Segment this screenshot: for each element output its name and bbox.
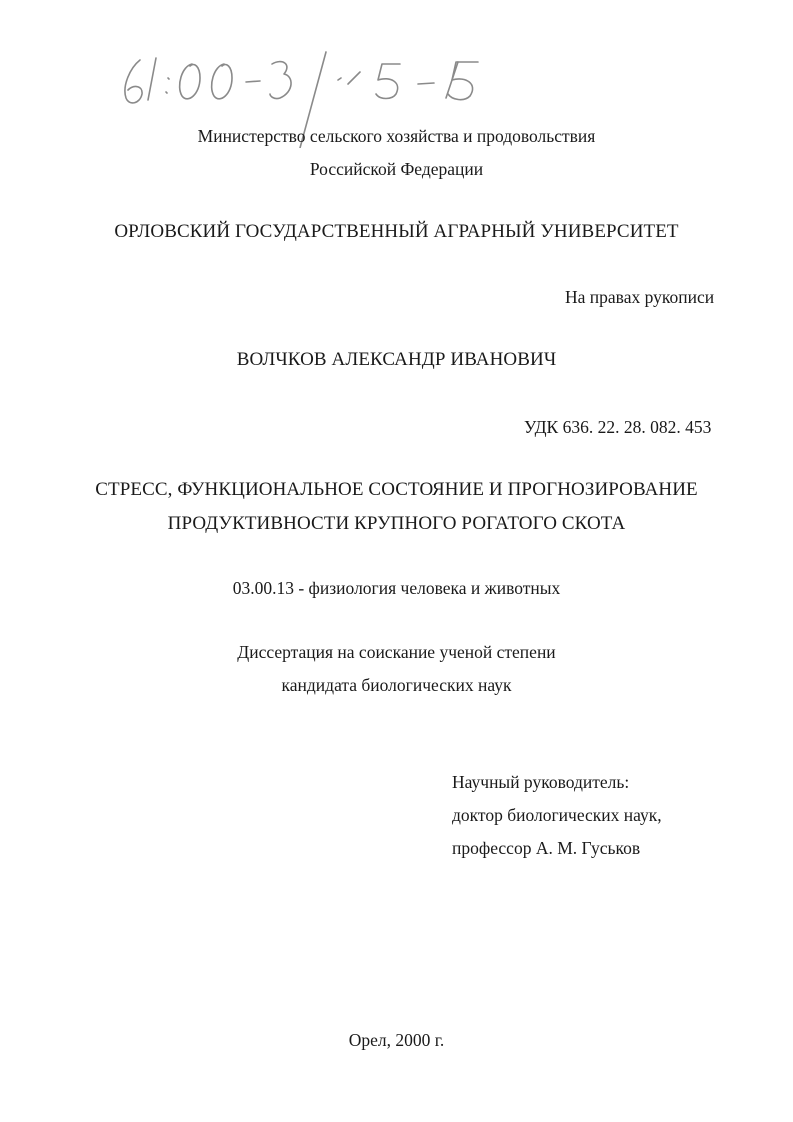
university-name: ОРЛОВСКИЙ ГОСУДАРСТВЕННЫЙ АГРАРНЫЙ УНИВЕРСИТЕТ (114, 221, 679, 242)
supervisor-heading: Научный руководитель: (452, 772, 630, 792)
udc-code: УДК 636. 22. 28. 082. 453 (524, 417, 712, 437)
ministry-line-2: Российской Федерации (309, 159, 484, 179)
thesis-title-line-2: ПРОДУКТИВНОСТИ КРУПНОГО РОГАТОГО СКОТА (167, 513, 626, 534)
ministry-line-1: Министерство сельского хозяйства и продовольствия (197, 126, 596, 146)
dissertation-degree-line-1: Диссертация на соискание ученой степени (237, 642, 556, 662)
thesis-title-line-1: СТРЕСС, ФУНКЦИОНАЛЬНОЕ СОСТОЯНИЕ И ПРОГНОЗИРОВАНИЕ (95, 479, 698, 500)
supervisor-name: профессор А. М. Гуськов (452, 838, 641, 858)
manuscript-rights-note: На правах рукописи (565, 287, 715, 307)
supervisor-degree: доктор биологических наук, (452, 805, 662, 825)
author-name: ВОЛЧКОВ АЛЕКСАНДР ИВАНОВИЧ (236, 349, 557, 370)
place-and-year: Орел, 2000 г. (348, 1030, 445, 1050)
specialty-code: 03.00.13 - физиология человека и животных (232, 578, 561, 598)
dissertation-degree-line-2: кандидата биологических наук (281, 675, 512, 695)
